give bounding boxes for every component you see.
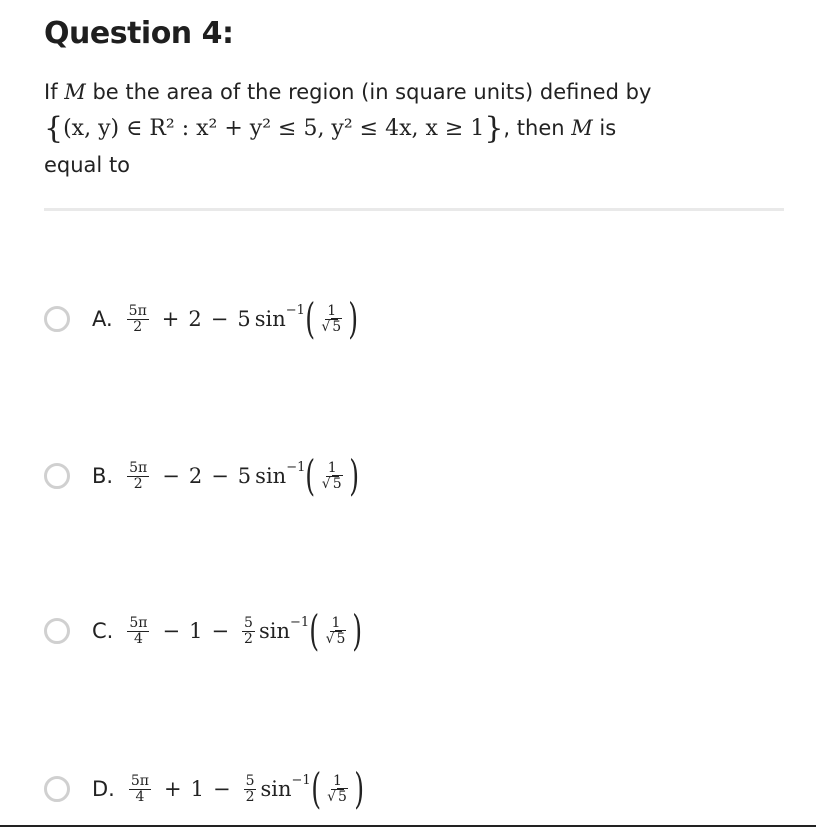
option-letter: B. <box>92 464 114 488</box>
radio-button[interactable] <box>44 776 70 802</box>
radio-button[interactable] <box>44 463 70 489</box>
option-letter: D. <box>92 777 115 801</box>
option-b[interactable] <box>44 446 764 506</box>
set-expression: {(x, y) ∈ R² : x² + y² ≤ 5, y² ≤ 4x, x ≥ 1} <box>44 111 504 146</box>
question-line-2: {(x, y) ∈ R² : x² + y² ≤ 5, y² ≤ 4x, x ≥ 1}, then M is <box>44 111 617 146</box>
question-title: Question 4: <box>44 16 234 51</box>
divider <box>44 208 784 211</box>
option-letter: C. <box>92 619 114 643</box>
option-d[interactable] <box>44 759 764 819</box>
question-line-1: If M be the area of the region (in square units) defined by <box>44 80 652 104</box>
option-expression: $\frac{5\pi}{2}$ + 2 − 5 sin −1 ( $\frac{1}{√ 5}$ ) <box>128 294 359 343</box>
option-expression: $\frac{5\pi}{2}$ − 2 − 5 sin −1 ( $\frac{1}{√ 5}$ ) <box>129 451 359 500</box>
radio-button[interactable] <box>44 618 70 644</box>
question-line-3: equal to <box>44 153 131 177</box>
option-a[interactable] <box>44 289 764 349</box>
option-expression: $\frac{5\pi}{4}$ − 1 − $\frac{5}{2}$ sin −1 ( $\frac{1}{√ 5}$ ) <box>129 606 363 655</box>
option-c[interactable] <box>44 601 764 661</box>
option-letter: A. <box>92 307 113 331</box>
question-text <box>44 74 774 183</box>
radio-button[interactable] <box>44 306 70 332</box>
option-expression: $\frac{5\pi}{4}$ + 1 − $\frac{5}{2}$ sin −1 ( $\frac{1}{√ 5}$ ) <box>130 764 365 813</box>
